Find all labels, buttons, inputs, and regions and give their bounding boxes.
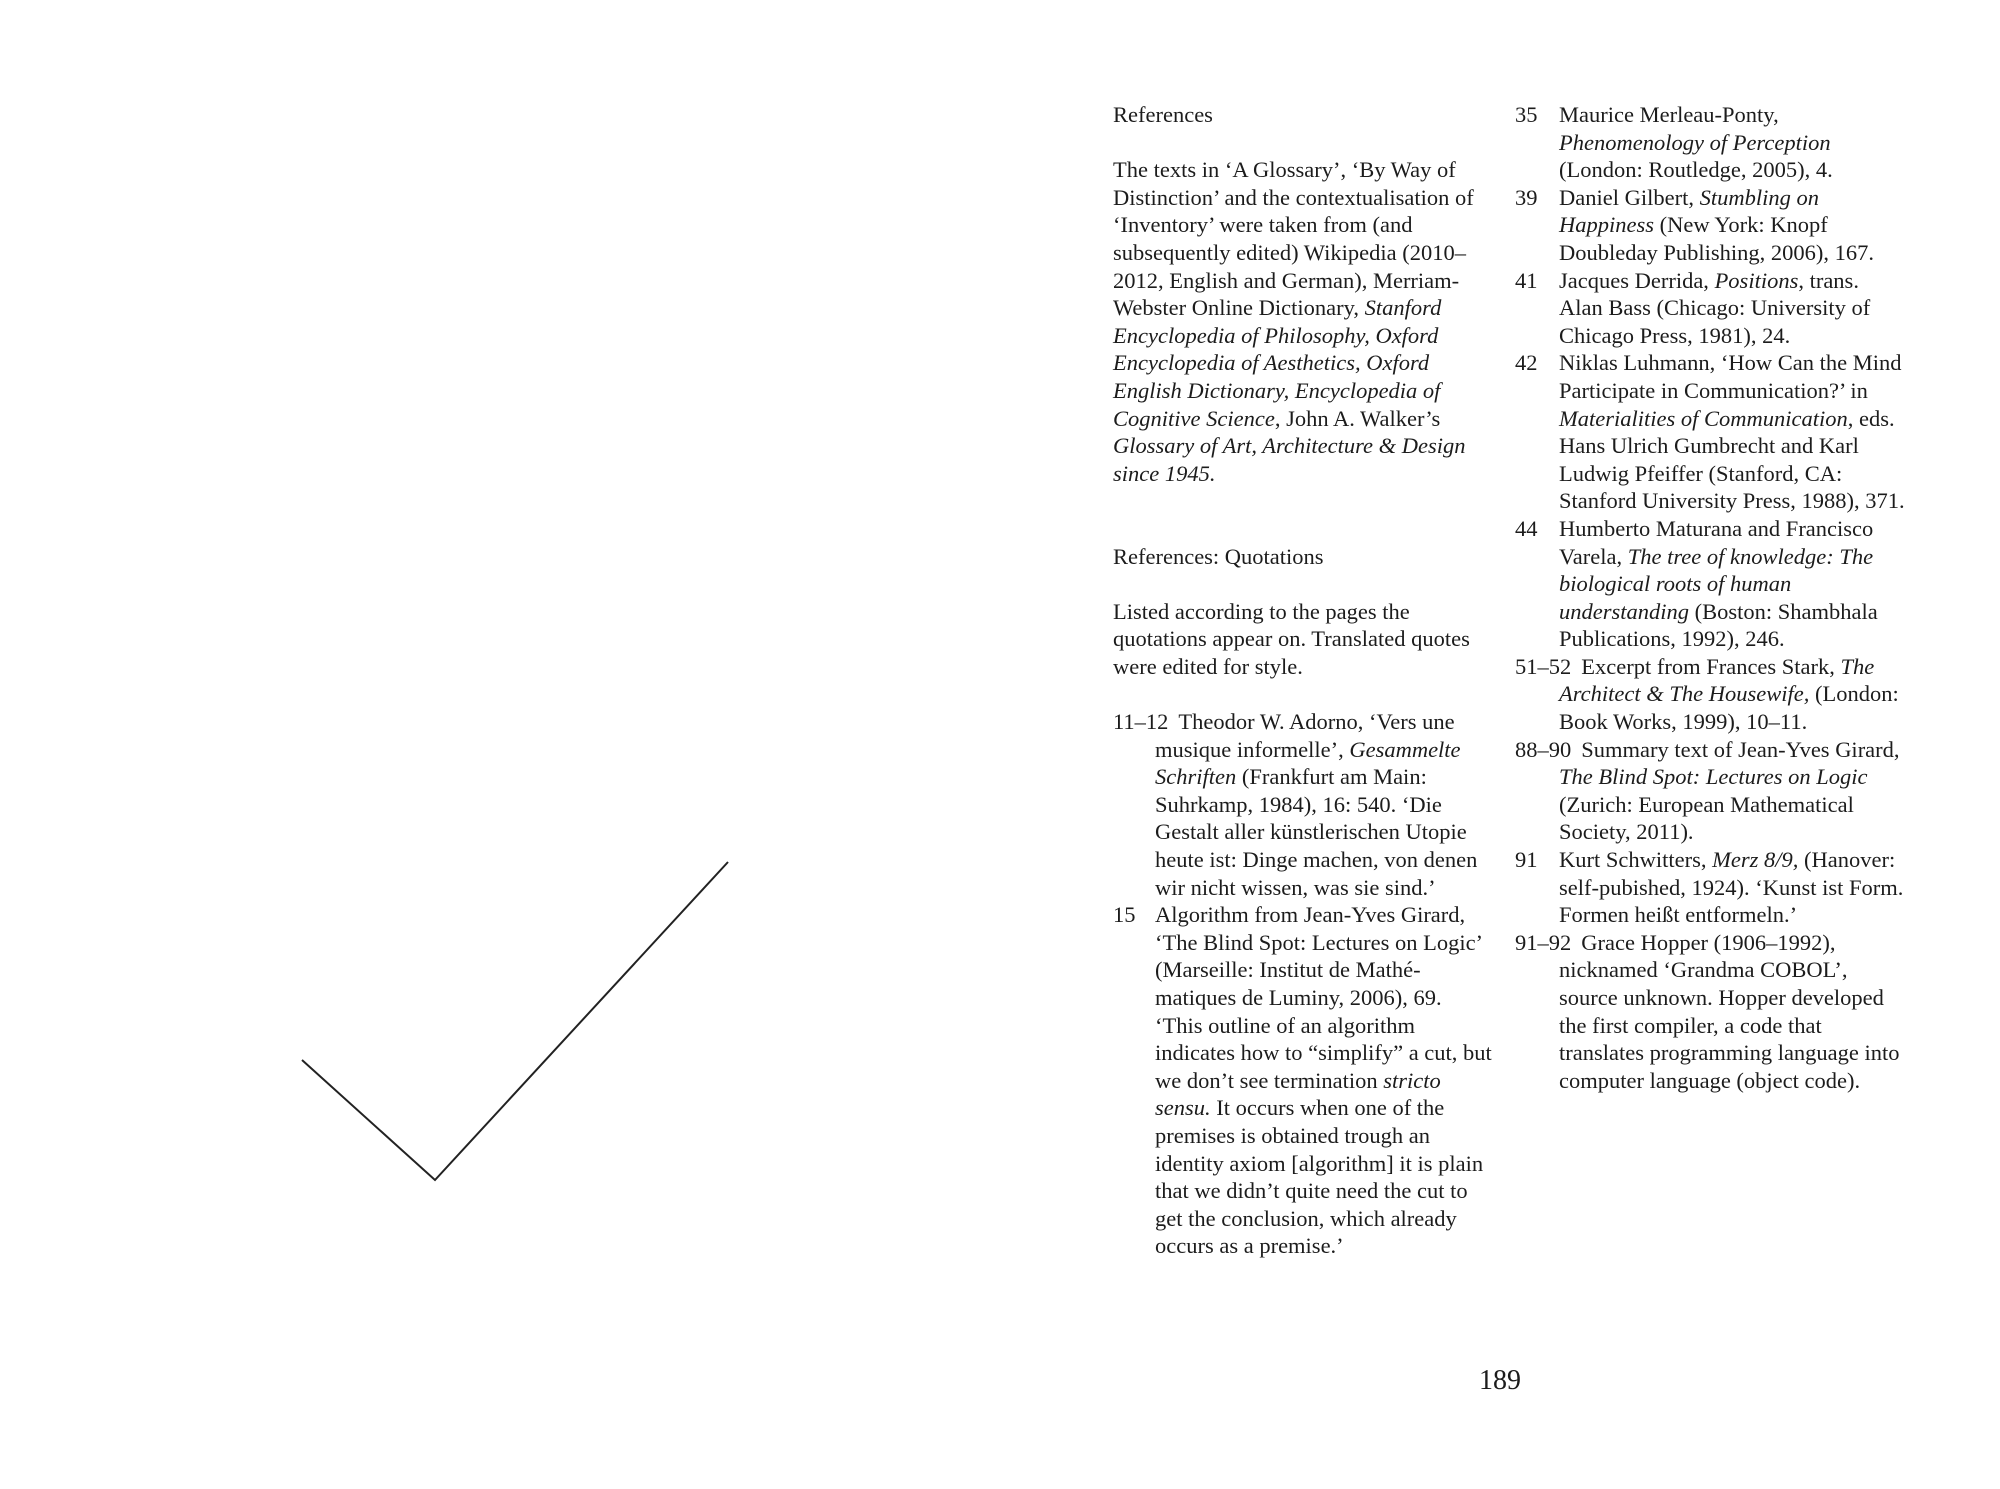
references-text-part: Stanford Encyclopedia of Philosophy, Oxford Encyclopedia of Aesthetics, Oxford English Dictionary, Encyclopedia of Cognitive Science [1113, 295, 1442, 431]
references-text-part: The texts in ‘A Glossary’, ‘By Way of Distinction’ and the contextualisation of ‘Inventory’ were taken from (and subsequently edited) Wikipedia (2010–2012, English and German), Merriam-Webster Online Dictionary, [1113, 157, 1474, 321]
entry-text-part: It occurs when one of the premises is obtained trough an identity axiom [algorithm] it is plain that we didn’t quite need the cut to get the conclusion, which already occurs as a premise.’ [1155, 1095, 1484, 1259]
entry-text-part: Phenomenology of Perception [1559, 129, 1831, 155]
quotation-entry-51-52 [1515, 653, 1905, 736]
quotation-entry-88-90 [1515, 736, 1905, 846]
entry-text-part: (Frankfurt am Main: Suhrkamp, 1984), 16: 540. ‘Die Gestalt aller künstlerischen Utopie heute ist: Dinge machen, von denen wir nicht wissen, was sie sind.’ [1155, 764, 1478, 900]
entry-text-part: (London: Routledge, 2005), 4. [1559, 157, 1833, 183]
entry-page-number: 35 [1515, 102, 1538, 127]
entry-text-part: The tree of knowledge: The biological roots of human understanding [1559, 543, 1874, 624]
entry-text-part: Daniel Gilbert, [1559, 184, 1700, 210]
entry-page-number: 15 [1113, 902, 1136, 928]
quotation-entry-41 [1515, 267, 1905, 350]
entry-text-part: Materialities of Communication [1559, 405, 1848, 431]
entry-text-part: Grace Hopper (1906–1992), nicknamed ‘Grandma COBOL’, source unknown. Hopper developed the first compiler, a code that translates programming language into computer language (object code). [1559, 929, 1900, 1093]
entry-page-number: 88–90 [1515, 736, 1572, 762]
references-text [1113, 156, 1493, 487]
entry-text-part: The Architect & The Housewife, [1559, 653, 1875, 707]
entry-text-part: Summary text of Jean-Yves Girard, [1581, 736, 1900, 762]
entry-text-part: Gesammelte Schriften [1155, 736, 1461, 790]
entry-text-part: , trans. Alan Bass (Chicago: University of Chicago Press, 1981), 24. [1559, 267, 1871, 348]
entry-text-part: stricto sensu. [1155, 1067, 1441, 1121]
quotations-intro: Listed according to the pages the quotations appear on. Translated quotes were edited for style. [1113, 598, 1470, 679]
entry-page-number: 11–12 [1113, 709, 1169, 735]
entry-text-part: Niklas Luhmann, ‘How Can the Mind Participate in Communication?’ in [1559, 350, 1902, 403]
entry-text-part: Positions [1714, 267, 1799, 293]
entry-text-part: (Zurich: European Mathematical Society, 2011). [1559, 791, 1854, 845]
left-text-column [1113, 101, 1493, 1260]
entry-text-part: Stumbling on Happiness [1559, 184, 1819, 238]
entry-text-part: Merz 8/9, [1712, 847, 1799, 873]
entry-page-number: 91 [1515, 847, 1538, 873]
entry-text-part: Humberto Maturana and Francisco Varela, [1559, 515, 1874, 569]
references-text-part: Glossary of Art, Architecture & Design since 1945. [1113, 433, 1466, 486]
entry-text-part: Excerpt from Frances Stark, [1581, 653, 1841, 679]
quotation-entry-39 [1515, 184, 1905, 267]
entry-text-part: (London: Book Works, 1999), 10–11. [1559, 681, 1899, 735]
page-number: 189 [1479, 1365, 1521, 1396]
entry-text-part: (Hanover: self-pubished, 1924). ‘Kunst ist Form. Formen heißt entformeln.’ [1559, 847, 1904, 928]
quotations-heading: References: Quotations [1113, 543, 1324, 569]
entry-text-part: Algorithm from Jean-Yves Girard, ‘The Blind Spot: Lectures on Logic’ (Marseille: Institut de Mathématiques de Luminy, 2006), 69. ‘This outline of an algorithm indicates how to “simplify” a cut, but we don’t see termination [1155, 902, 1492, 1093]
quotation-entry-42 [1515, 349, 1905, 515]
quotation-entry-91 [1515, 846, 1905, 929]
entry-page-number: 41 [1515, 267, 1538, 293]
references-text-part: , John A. Walker’s [1274, 405, 1441, 431]
entry-page-number: 44 [1515, 515, 1538, 541]
entry-text-part: (Boston: Shambhala Publications, 1992), 246. [1559, 598, 1878, 652]
entry-page-number: 91–92 [1515, 929, 1572, 955]
entry-text-part: (New York: Knopf Doubleday Publishing, 2006), 167. [1559, 212, 1874, 265]
entry-text-part: , eds. Hans Ulrich Gumbrecht and Karl Ludwig Pfeiffer (Stanford, CA: Stanford University Press, 1988), 371. [1559, 405, 1905, 514]
quotation-entry-11-12 [1113, 708, 1493, 901]
entry-page-number: 42 [1515, 350, 1538, 376]
quotation-entry-15 [1113, 901, 1493, 1260]
entry-text-part: Maurice Merleau-Ponty, [1559, 102, 1779, 127]
quotation-entry-35 [1515, 101, 1905, 184]
quotation-entry-44 [1515, 515, 1905, 653]
quotation-entry-91-92 [1515, 929, 1905, 1095]
entry-text-part: The Blind Spot: Lectures on Logic [1559, 764, 1868, 790]
references-heading: References [1113, 102, 1213, 127]
entry-text-part: Kurt Schwitters, [1559, 847, 1713, 873]
checkmark-stroke [302, 862, 728, 1180]
entry-page-number: 39 [1515, 184, 1538, 210]
entry-text-part: Jacques Derrida, [1559, 267, 1715, 293]
entry-text-part: Theodor W. Adorno, ‘Vers une musique informelle’, [1155, 709, 1455, 762]
right-text-column [1515, 101, 1905, 1094]
entry-page-number: 51–52 [1515, 653, 1572, 679]
